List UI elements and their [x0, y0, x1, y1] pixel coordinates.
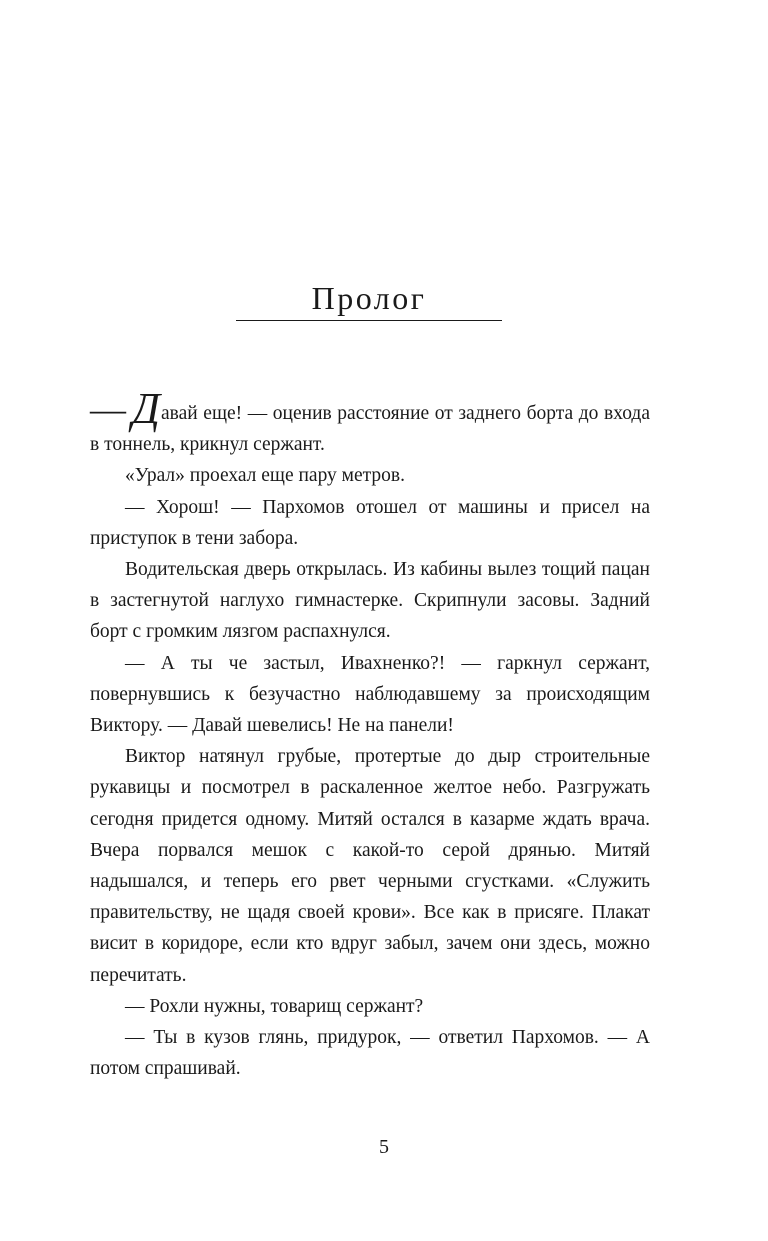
- paragraph: — А ты че застыл, Ивахненко?! — гаркнул сержант, повернувшись к безучастно наблюдавшему за происходящим Виктору. — Давай шевелись! Не на панели!: [90, 652, 650, 737]
- paragraph: Виктор натянул грубые, протертые до дыр строительные рукавицы и посмотрел в раскаленное желтое небо. Разгружать сегодня придется одному. Митяй остался в казарме ждать врача. Вчера порвался мешок с какой-то серой дрянью. Митяй надышался, и теперь его рвет черными сгустками. «Служить правительству, не щадя своей крови». Все как в присяге. Плакат висит в коридоре, если кто вдруг забыл, зачем они здесь, можно перечитать.: [90, 746, 650, 986]
- paragraph: «Урал» проехал еще пару метров.: [125, 465, 406, 487]
- paragraph: Водительская дверь открылась. Из кабины вылез тощий пацан в застегнутой наглухо гимнастерке. Скрипнули засовы. Задний борт с громким лязгом распахнулся.: [90, 559, 650, 643]
- paragraph: [90, 384, 650, 460]
- body-text: [90, 384, 650, 1084]
- paragraph: — Хорош! — Пархомов отошел от машины и присел на приступок в тени забора.: [90, 496, 650, 549]
- page-number: 5: [379, 1136, 389, 1158]
- paragraph-text: авай еще! — оценив расстояние от заднего борта до входа в тоннель, крикнул сержант.: [90, 403, 650, 456]
- paragraph: — Рохли нужны, товарищ сержант?: [125, 995, 424, 1017]
- title-underline: [236, 320, 502, 321]
- opening-dash: —: [90, 389, 126, 429]
- chapter-title: Пролог: [311, 280, 427, 316]
- paragraph: — Ты в кузов глянь, придурок, — ответил Пархомов. — А потом спрашивай.: [90, 1027, 650, 1080]
- drop-cap: Д: [132, 384, 160, 433]
